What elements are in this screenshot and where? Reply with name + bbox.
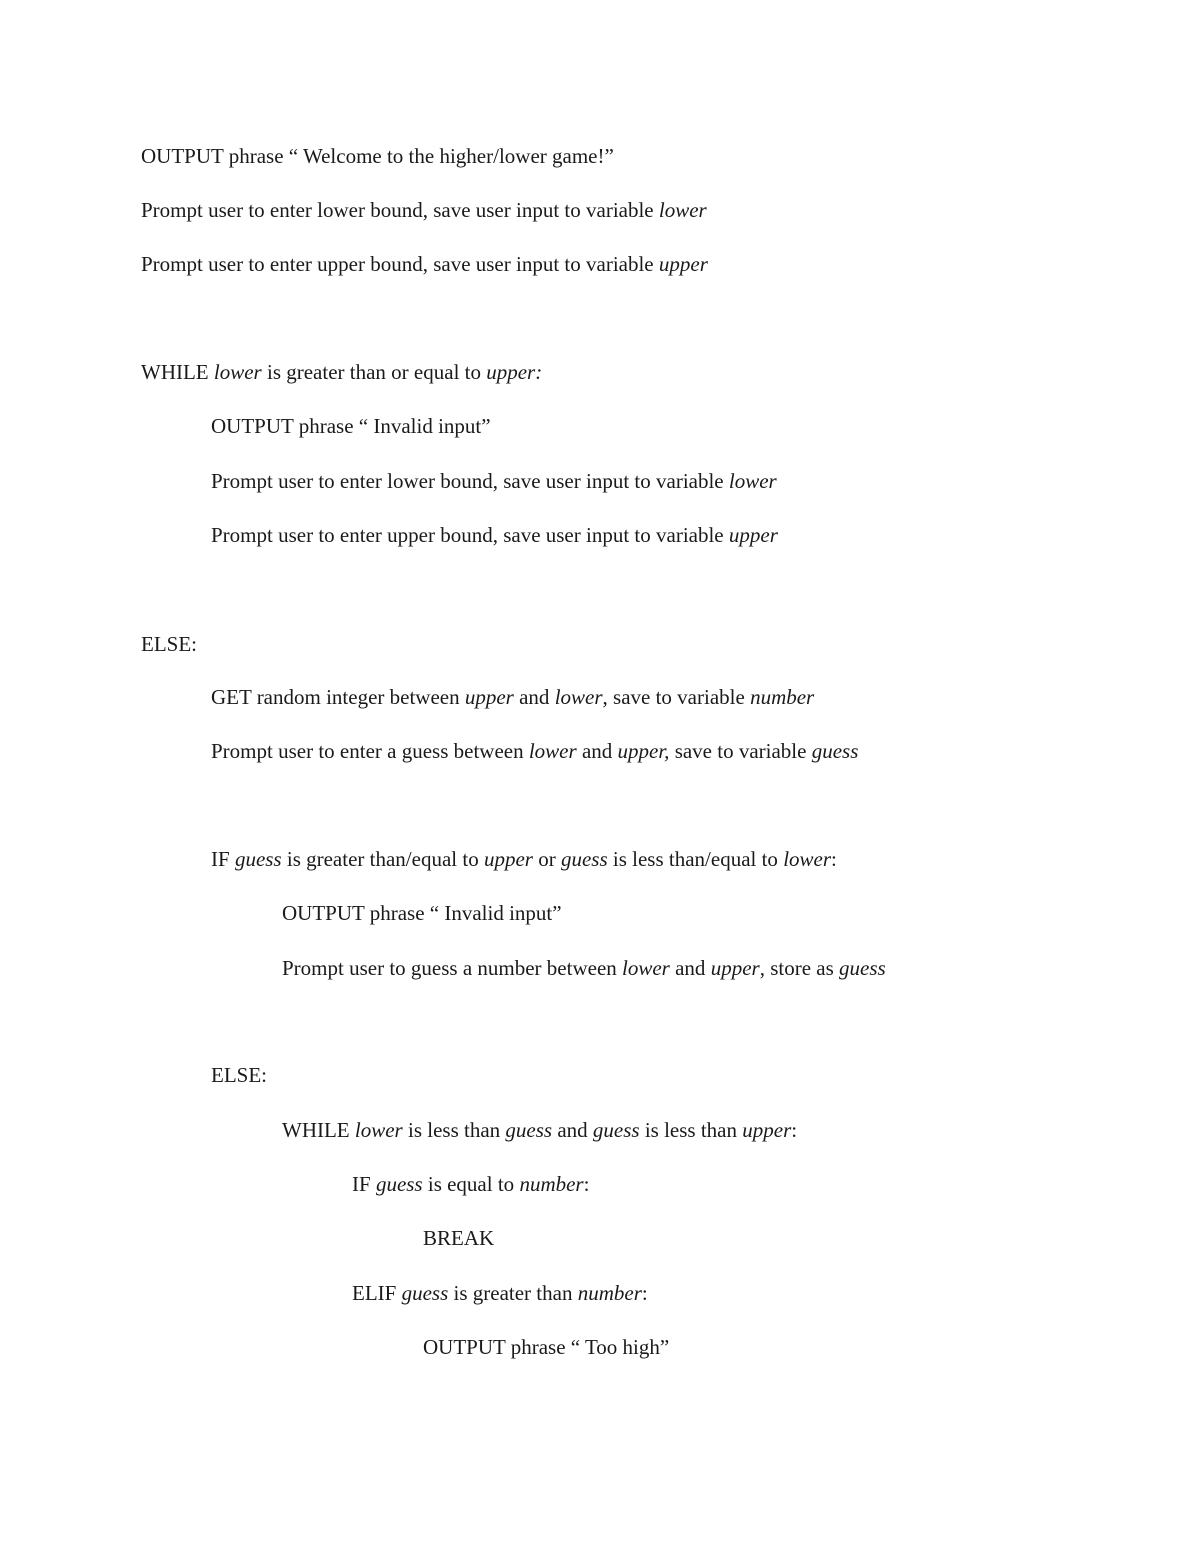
pseudocode-line-output-welcome: OUTPUT phrase “ Welcome to the higher/lower game!” — [141, 144, 614, 168]
pseudocode-line-prompt-guess: Prompt user to enter a guess between lower and upper, save to variable guess — [211, 739, 859, 763]
pseudocode-line-while-invalid-bounds: WHILE lower is greater than or equal to upper: — [141, 360, 543, 384]
pseudocode-line-reprompt-lower: Prompt user to enter lower bound, save user input to variable lower — [211, 469, 777, 493]
pseudocode-line-while-guess-in-range: WHILE lower is less than guess and guess is less than upper: — [282, 1118, 798, 1142]
pseudocode-line-prompt-upper: Prompt user to enter upper bound, save user input to variable upper — [141, 252, 708, 276]
pseudocode-line-reprompt-upper: Prompt user to enter upper bound, save user input to variable upper — [211, 523, 778, 547]
pseudocode-line-prompt-lower: Prompt user to enter lower bound, save user input to variable lower — [141, 198, 707, 222]
pseudocode-line-if-guess-out-of-range: IF guess is greater than/equal to upper or guess is less than/equal to lower: — [211, 847, 837, 871]
pseudocode-line-break: BREAK — [423, 1226, 495, 1250]
pseudocode-line-output-invalid: OUTPUT phrase “ Invalid input” — [211, 414, 491, 438]
pseudocode-line-output-too-high: OUTPUT phrase “ Too high” — [423, 1335, 670, 1359]
pseudocode-line-else-inner: ELSE: — [211, 1063, 267, 1087]
pseudocode-line-else: ELSE: — [141, 632, 197, 656]
pseudocode-line-if-guess-equal: IF guess is equal to number: — [352, 1172, 590, 1196]
pseudocode-line-elif-guess-greater: ELIF guess is greater than number: — [352, 1281, 648, 1305]
pseudocode-line-output-invalid-guess: OUTPUT phrase “ Invalid input” — [282, 901, 562, 925]
pseudocode-line-reprompt-guess: Prompt user to guess a number between lower and upper, store as guess — [282, 956, 886, 980]
pseudocode-line-get-random: GET random integer between upper and lower, save to variable number — [211, 685, 815, 709]
